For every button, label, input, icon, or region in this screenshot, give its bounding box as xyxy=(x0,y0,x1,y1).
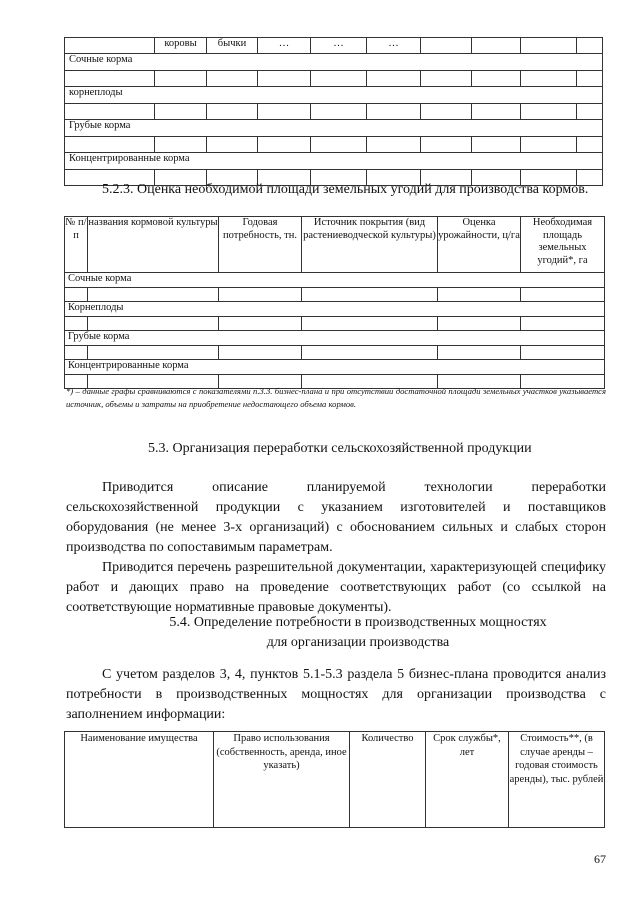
group-row-label: Грубые корма xyxy=(65,120,603,137)
table-row xyxy=(65,346,605,360)
table-row xyxy=(65,137,603,153)
column-header: Срок службы*, лет xyxy=(426,732,509,828)
section-54-body: С учетом разделов 3, 4, пунктов 5.1-5.3 раздела 5 бизнес-плана проводится анализ потребности в производственных мощностях для организации производства с заполнением информации: xyxy=(66,667,606,722)
table-row xyxy=(65,71,603,87)
land-area-table xyxy=(64,216,605,389)
column-header: Количество xyxy=(350,732,426,828)
table-row xyxy=(65,288,605,302)
section-53-heading: 5.3. Организация переработки сельскохозяйственной продукции xyxy=(148,441,532,456)
table-cell xyxy=(472,38,521,54)
table-cell: … xyxy=(367,38,421,54)
table-cell xyxy=(65,38,155,54)
group-row-label: корнеплоды xyxy=(65,87,603,104)
capacity-table xyxy=(64,731,605,828)
column-header: Источник покрытия (вид растениеводческой культуры) xyxy=(302,217,438,273)
table-header-row xyxy=(65,217,605,273)
table-cell: бычки xyxy=(207,38,258,54)
table-cell: … xyxy=(311,38,367,54)
column-header: Оценка урожайности, ц/га xyxy=(438,217,521,273)
column-header: Необходимая площадь земельных угодий*, га xyxy=(521,217,605,273)
group-row-label: Концентрированные корма xyxy=(65,153,603,170)
group-row-label: Корнеплоды xyxy=(65,302,605,317)
column-header: Годовая потребность, тн. xyxy=(219,217,302,273)
section-523-heading: 5.2.3. Оценка необходимой площади земельных угодий для производства кормов. xyxy=(102,182,589,197)
group-row-label: Грубые корма xyxy=(65,331,605,346)
table-cell: коровы xyxy=(155,38,207,54)
page-number: 67 xyxy=(594,852,606,866)
table-header-row xyxy=(65,732,605,828)
table-row xyxy=(65,317,605,331)
table-cell: … xyxy=(258,38,311,54)
column-header: названия кормовой культуры xyxy=(88,217,219,273)
table-cell xyxy=(577,38,603,54)
table-footnote: *) – данные графы сравниваются с показателями п.3.3. бизнес-плана и при отсутствии достаточной площади земельных участков указывается источник, объемы и затраты на приобретение недостающего объема кормов. xyxy=(66,386,606,409)
column-header: № п/п xyxy=(65,217,88,273)
section-54-heading: 5.4. Определение потребности в производственных мощностях для организации производства xyxy=(169,615,547,650)
table-header-row xyxy=(65,38,603,54)
table-row xyxy=(65,104,603,120)
group-row-label: Сочные корма xyxy=(65,273,605,288)
feed-table-continuation xyxy=(64,37,603,186)
table-cell xyxy=(421,38,472,54)
column-header: Наименование имущества xyxy=(65,732,214,828)
column-header: Право использования (собственность, аренда, иное указать) xyxy=(214,732,350,828)
group-row-label: Сочные корма xyxy=(65,54,603,71)
table-cell xyxy=(521,38,577,54)
section-53-body: Приводится описание планируемой технологии переработки сельскохозяйственной продукции с указанием изготовителей и поставщиков оборудования (не менее 3-х организаций) с обоснованием сильных и слабых сторон производства по сопоставимым параметрам. Приводится перечень разрешительной документации, характеризующей специфику работ и дающих право на проведение соответствующих работ (со ссылкой на соответствующие нормативные правовые документы). xyxy=(66,480,606,615)
group-row-label: Концентрированные корма xyxy=(65,360,605,375)
column-header: Стоимость**, (в случае аренды – годовая стоимость аренды), тыс. рублей xyxy=(509,732,605,828)
